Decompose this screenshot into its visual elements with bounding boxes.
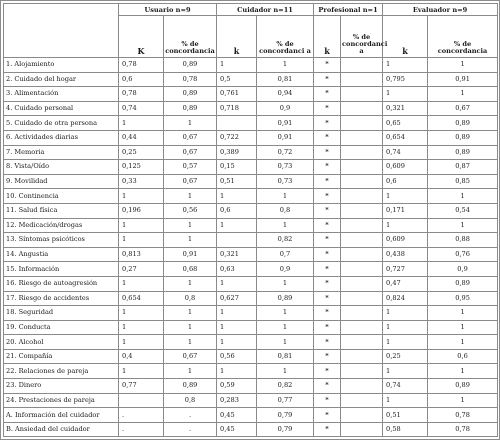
cell-evaluador-pct: 0,67: [428, 101, 498, 116]
cell-cuidador-pct: 0,79: [257, 422, 314, 437]
cell-usuario-pct: 0,67: [164, 349, 217, 364]
cell-cuidador-k: 0,761: [217, 87, 257, 102]
cell-cuidador-pct: 0,9: [257, 262, 314, 277]
cell-cuidador-k: 0,15: [217, 160, 257, 175]
subheader-k: K: [119, 16, 164, 58]
row-label: 18. Seguridad: [4, 306, 119, 321]
cell-usuario-k: 0,78: [119, 87, 164, 102]
cell-profesional-k: *: [314, 320, 341, 335]
cell-profesional-pct: [341, 233, 383, 248]
cell-usuario-k: 0,25: [119, 145, 164, 160]
cell-profesional-pct: [341, 145, 383, 160]
table-row: [4, 145, 498, 160]
table-row: [4, 276, 498, 291]
cell-cuidador-k: 0,63: [217, 262, 257, 277]
cell-evaluador-pct: 1: [428, 335, 498, 350]
cell-evaluador-k: 1: [383, 58, 428, 73]
table-row: [4, 160, 498, 175]
cell-profesional-pct: [341, 160, 383, 175]
cell-profesional-k: *: [314, 393, 341, 408]
cell-cuidador-k: 0,45: [217, 408, 257, 423]
cell-cuidador-pct: 0,73: [257, 160, 314, 175]
cell-evaluador-k: 1: [383, 393, 428, 408]
cell-usuario-pct: 1: [164, 335, 217, 350]
cell-cuidador-k: 0,45: [217, 422, 257, 437]
cell-evaluador-pct: 0,89: [428, 145, 498, 160]
concordance-table: [3, 3, 498, 437]
cell-evaluador-pct: 0,89: [428, 130, 498, 145]
cell-profesional-k: *: [314, 349, 341, 364]
cell-profesional-pct: [341, 203, 383, 218]
row-label: 4. Cuidado personal: [4, 101, 119, 116]
cell-profesional-pct: [341, 58, 383, 73]
row-label: 10. Continencia: [4, 189, 119, 204]
cell-evaluador-pct: 1: [428, 87, 498, 102]
cell-profesional-pct: [341, 291, 383, 306]
cell-cuidador-k: 0,283: [217, 393, 257, 408]
cell-profesional-pct: [341, 306, 383, 321]
cell-usuario-k: 0,27: [119, 262, 164, 277]
subheader-concordance: % de concordanci a: [341, 16, 383, 58]
table-row: [4, 72, 498, 87]
cell-evaluador-pct: 0,78: [428, 422, 498, 437]
group-header-evaluador: Evaluador n=9: [383, 4, 498, 16]
group-header-usuario: Usuario n=9: [119, 4, 217, 16]
cell-usuario-pct: 0,91: [164, 247, 217, 262]
cell-cuidador-k: 0,627: [217, 291, 257, 306]
cell-evaluador-pct: 1: [428, 364, 498, 379]
cell-cuidador-pct: 0,7: [257, 247, 314, 262]
cell-usuario-k: 1: [119, 335, 164, 350]
cell-cuidador-pct: 1: [257, 335, 314, 350]
cell-evaluador-k: 0,824: [383, 291, 428, 306]
table-row: [4, 87, 498, 102]
cell-cuidador-k: [217, 116, 257, 131]
table-row: [4, 320, 498, 335]
cell-evaluador-k: 0,609: [383, 160, 428, 175]
cell-profesional-pct: [341, 130, 383, 145]
cell-profesional-k: *: [314, 335, 341, 350]
cell-cuidador-k: 0,722: [217, 130, 257, 145]
table-row: [4, 218, 498, 233]
cell-usuario-pct: 0,8: [164, 393, 217, 408]
cell-usuario-k: 0,44: [119, 130, 164, 145]
cell-cuidador-pct: 0,82: [257, 233, 314, 248]
cell-cuidador-pct: 1: [257, 364, 314, 379]
cell-cuidador-pct: 1: [257, 218, 314, 233]
cell-cuidador-k: 1: [217, 276, 257, 291]
cell-profesional-k: *: [314, 218, 341, 233]
row-label: 6. Actividades diarias: [4, 130, 119, 145]
cell-evaluador-k: 0,25: [383, 349, 428, 364]
cell-profesional-k: *: [314, 203, 341, 218]
row-label: 13. Síntomas psicóticos: [4, 233, 119, 248]
cell-evaluador-k: 0,58: [383, 422, 428, 437]
cell-evaluador-pct: 0,76: [428, 247, 498, 262]
cell-evaluador-pct: 0,89: [428, 276, 498, 291]
cell-profesional-pct: [341, 276, 383, 291]
cell-cuidador-pct: 0,91: [257, 116, 314, 131]
cell-profesional-pct: [341, 349, 383, 364]
row-label: 3. Alimentación: [4, 87, 119, 102]
cell-profesional-k: *: [314, 58, 341, 73]
cell-profesional-k: *: [314, 101, 341, 116]
row-label: 23. Dinero: [4, 379, 119, 394]
cell-usuario-pct: 1: [164, 306, 217, 321]
cell-evaluador-pct: 0,6: [428, 349, 498, 364]
cell-usuario-pct: 1: [164, 364, 217, 379]
cell-evaluador-pct: 0,89: [428, 116, 498, 131]
cell-usuario-pct: 1: [164, 276, 217, 291]
cell-usuario-pct: .: [164, 422, 217, 437]
cell-usuario-k: [119, 393, 164, 408]
cell-evaluador-k: 0,321: [383, 101, 428, 116]
cell-profesional-pct: [341, 247, 383, 262]
cell-evaluador-k: 0,65: [383, 116, 428, 131]
row-label: 7. Memoria: [4, 145, 119, 160]
cell-profesional-pct: [341, 87, 383, 102]
cell-cuidador-k: [217, 233, 257, 248]
cell-cuidador-k: 1: [217, 58, 257, 73]
corner-cell: [4, 4, 119, 58]
cell-profesional-k: *: [314, 189, 341, 204]
cell-profesional-k: *: [314, 306, 341, 321]
cell-usuario-pct: 1: [164, 233, 217, 248]
cell-usuario-k: 1: [119, 189, 164, 204]
cell-profesional-k: *: [314, 130, 341, 145]
cell-cuidador-pct: 0,72: [257, 145, 314, 160]
table-row: [4, 379, 498, 394]
cell-usuario-k: 1: [119, 276, 164, 291]
subheader-concordance: % de concordancia: [164, 16, 217, 58]
cell-usuario-k: 1: [119, 306, 164, 321]
group-header-cuidador: Cuidador n=11: [217, 4, 314, 16]
cell-usuario-k: .: [119, 422, 164, 437]
table-row: [4, 335, 498, 350]
cell-cuidador-pct: 0,81: [257, 349, 314, 364]
cell-profesional-k: *: [314, 276, 341, 291]
cell-usuario-k: 0,654: [119, 291, 164, 306]
cell-usuario-k: 1: [119, 218, 164, 233]
table-row: [4, 130, 498, 145]
row-label: 11. Salud física: [4, 203, 119, 218]
cell-profesional-pct: [341, 364, 383, 379]
cell-usuario-pct: 0,56: [164, 203, 217, 218]
cell-profesional-pct: [341, 262, 383, 277]
table-row: [4, 189, 498, 204]
cell-cuidador-pct: 0,82: [257, 379, 314, 394]
cell-usuario-pct: 1: [164, 116, 217, 131]
cell-usuario-pct: 0,67: [164, 130, 217, 145]
cell-usuario-k: 0,125: [119, 160, 164, 175]
row-label: 2. Cuidado del hogar: [4, 72, 119, 87]
cell-evaluador-pct: 0,89: [428, 379, 498, 394]
row-label: 19. Conducta: [4, 320, 119, 335]
cell-evaluador-k: 0,171: [383, 203, 428, 218]
table-row: [4, 233, 498, 248]
cell-evaluador-pct: 1: [428, 58, 498, 73]
cell-profesional-pct: [341, 189, 383, 204]
cell-cuidador-k: 0,321: [217, 247, 257, 262]
cell-cuidador-k: 1: [217, 364, 257, 379]
cell-profesional-pct: [341, 379, 383, 394]
row-label: 8. Vista/Oído: [4, 160, 119, 175]
cell-evaluador-k: 1: [383, 335, 428, 350]
cell-usuario-k: 0,77: [119, 379, 164, 394]
cell-cuidador-pct: 1: [257, 189, 314, 204]
row-label: 17. Riesgo de accidentes: [4, 291, 119, 306]
cell-profesional-k: *: [314, 160, 341, 175]
cell-evaluador-pct: 1: [428, 320, 498, 335]
row-label: 15. Información: [4, 262, 119, 277]
cell-cuidador-k: 0,389: [217, 145, 257, 160]
cell-profesional-k: *: [314, 364, 341, 379]
cell-cuidador-pct: 0,73: [257, 174, 314, 189]
cell-cuidador-k: 0,51: [217, 174, 257, 189]
cell-profesional-pct: [341, 320, 383, 335]
cell-cuidador-pct: 0,77: [257, 393, 314, 408]
cell-usuario-k: 0,74: [119, 101, 164, 116]
cell-evaluador-k: 1: [383, 364, 428, 379]
subheader-k: k: [217, 16, 257, 58]
cell-profesional-pct: [341, 72, 383, 87]
cell-cuidador-pct: 0,94: [257, 87, 314, 102]
cell-cuidador-k: 1: [217, 306, 257, 321]
subheader-concordance: % de concordanci a: [257, 16, 314, 58]
cell-cuidador-pct: 1: [257, 276, 314, 291]
cell-cuidador-k: 0,56: [217, 349, 257, 364]
cell-profesional-k: *: [314, 422, 341, 437]
cell-evaluador-pct: 0,87: [428, 160, 498, 175]
cell-profesional-pct: [341, 116, 383, 131]
cell-usuario-k: 1: [119, 320, 164, 335]
cell-cuidador-k: 0,59: [217, 379, 257, 394]
row-label: 24. Prestaciones de pareja: [4, 393, 119, 408]
cell-evaluador-pct: 1: [428, 189, 498, 204]
cell-cuidador-k: 0,718: [217, 101, 257, 116]
table-row: [4, 393, 498, 408]
cell-evaluador-k: 1: [383, 87, 428, 102]
cell-profesional-pct: [341, 335, 383, 350]
cell-profesional-pct: [341, 393, 383, 408]
cell-usuario-k: 1: [119, 364, 164, 379]
cell-evaluador-k: 0,51: [383, 408, 428, 423]
cell-evaluador-pct: 1: [428, 393, 498, 408]
table-row: [4, 203, 498, 218]
cell-evaluador-pct: 1: [428, 218, 498, 233]
cell-cuidador-pct: 0,8: [257, 203, 314, 218]
cell-evaluador-pct: 0,85: [428, 174, 498, 189]
cell-evaluador-k: 0,74: [383, 145, 428, 160]
cell-cuidador-k: 1: [217, 218, 257, 233]
cell-profesional-k: *: [314, 145, 341, 160]
table-row: [4, 422, 498, 437]
cell-profesional-k: *: [314, 87, 341, 102]
cell-usuario-pct: 1: [164, 320, 217, 335]
cell-cuidador-k: 0,5: [217, 72, 257, 87]
cell-cuidador-pct: 1: [257, 320, 314, 335]
cell-cuidador-pct: 0,9: [257, 101, 314, 116]
table-row: [4, 174, 498, 189]
table-row: [4, 408, 498, 423]
cell-usuario-pct: 0,78: [164, 72, 217, 87]
row-label: 20. Alcohol: [4, 335, 119, 350]
cell-usuario-pct: 0,89: [164, 101, 217, 116]
cell-profesional-pct: [341, 422, 383, 437]
table-row: [4, 306, 498, 321]
cell-evaluador-k: 0,609: [383, 233, 428, 248]
row-label: 22. Relaciones de pareja: [4, 364, 119, 379]
cell-usuario-k: 0,813: [119, 247, 164, 262]
row-label: 14. Angustia: [4, 247, 119, 262]
table-row: [4, 101, 498, 116]
cell-evaluador-pct: 0,78: [428, 408, 498, 423]
table-row: [4, 247, 498, 262]
table-row: [4, 58, 498, 73]
row-label: B. Ansiedad del cuidador: [4, 422, 119, 437]
cell-profesional-k: *: [314, 291, 341, 306]
cell-usuario-k: 0,6: [119, 72, 164, 87]
group-header-profesional: Profesional n=1: [314, 4, 383, 16]
cell-usuario-k: 1: [119, 116, 164, 131]
cell-profesional-pct: [341, 174, 383, 189]
cell-evaluador-pct: 1: [428, 306, 498, 321]
cell-profesional-pct: [341, 218, 383, 233]
row-label: 5. Cuidado de otra persona: [4, 116, 119, 131]
row-label: 9. Movilidad: [4, 174, 119, 189]
row-label: 1. Alojamiento: [4, 58, 119, 73]
cell-usuario-pct: 0,8: [164, 291, 217, 306]
row-label: 12. Medicación/drogas: [4, 218, 119, 233]
row-label: 16. Riesgo de autoagresión: [4, 276, 119, 291]
cell-evaluador-k: 0,74: [383, 379, 428, 394]
cell-profesional-pct: [341, 408, 383, 423]
cell-cuidador-pct: 0,81: [257, 72, 314, 87]
cell-cuidador-k: 1: [217, 335, 257, 350]
cell-profesional-k: *: [314, 379, 341, 394]
cell-evaluador-k: 0,6: [383, 174, 428, 189]
cell-usuario-pct: 1: [164, 189, 217, 204]
cell-cuidador-pct: 1: [257, 306, 314, 321]
table-row: [4, 291, 498, 306]
cell-profesional-k: *: [314, 174, 341, 189]
cell-evaluador-pct: 0,54: [428, 203, 498, 218]
cell-cuidador-k: 0,6: [217, 203, 257, 218]
cell-usuario-pct: 0,57: [164, 160, 217, 175]
cell-usuario-pct: 1: [164, 218, 217, 233]
cell-usuario-pct: 0,67: [164, 174, 217, 189]
cell-cuidador-pct: 0,89: [257, 291, 314, 306]
cell-evaluador-k: 1: [383, 218, 428, 233]
cell-evaluador-pct: 0,9: [428, 262, 498, 277]
table-row: [4, 116, 498, 131]
cell-cuidador-pct: 0,79: [257, 408, 314, 423]
cell-cuidador-pct: 0,91: [257, 130, 314, 145]
subheader-concordance: % de concordancia: [428, 16, 498, 58]
cell-usuario-k: 0,4: [119, 349, 164, 364]
cell-usuario-k: 0,78: [119, 58, 164, 73]
cell-profesional-k: *: [314, 262, 341, 277]
cell-evaluador-pct: 0,95: [428, 291, 498, 306]
cell-usuario-pct: 0,89: [164, 58, 217, 73]
subheader-k: k: [383, 16, 428, 58]
cell-profesional-pct: [341, 101, 383, 116]
table-row: [4, 262, 498, 277]
cell-usuario-pct: 0,68: [164, 262, 217, 277]
cell-evaluador-pct: 0,88: [428, 233, 498, 248]
table-row: [4, 364, 498, 379]
subheader-k: k: [314, 16, 341, 58]
cell-usuario-k: 0,196: [119, 203, 164, 218]
cell-profesional-k: *: [314, 233, 341, 248]
table-row: [4, 349, 498, 364]
cell-profesional-k: *: [314, 116, 341, 131]
cell-usuario-k: 1: [119, 233, 164, 248]
row-label: A. Información del cuidador: [4, 408, 119, 423]
cell-profesional-k: *: [314, 72, 341, 87]
cell-usuario-pct: 0,89: [164, 379, 217, 394]
cell-evaluador-k: 0,727: [383, 262, 428, 277]
cell-cuidador-k: 1: [217, 320, 257, 335]
cell-profesional-k: *: [314, 408, 341, 423]
cell-usuario-k: 0,33: [119, 174, 164, 189]
cell-usuario-pct: 0,89: [164, 87, 217, 102]
cell-evaluador-k: 0,795: [383, 72, 428, 87]
cell-cuidador-k: 1: [217, 189, 257, 204]
cell-usuario-pct: 0,67: [164, 145, 217, 160]
cell-evaluador-k: 1: [383, 189, 428, 204]
cell-evaluador-k: 0,47: [383, 276, 428, 291]
group-header-row: [4, 4, 498, 16]
cell-evaluador-k: 1: [383, 320, 428, 335]
cell-evaluador-k: 0,438: [383, 247, 428, 262]
cell-cuidador-pct: 1: [257, 58, 314, 73]
cell-profesional-k: *: [314, 247, 341, 262]
row-label: 21. Compañía: [4, 349, 119, 364]
cell-usuario-k: .: [119, 408, 164, 423]
cell-evaluador-pct: 0,91: [428, 72, 498, 87]
cell-usuario-pct: .: [164, 408, 217, 423]
cell-evaluador-k: 0,654: [383, 130, 428, 145]
cell-evaluador-k: 1: [383, 306, 428, 321]
